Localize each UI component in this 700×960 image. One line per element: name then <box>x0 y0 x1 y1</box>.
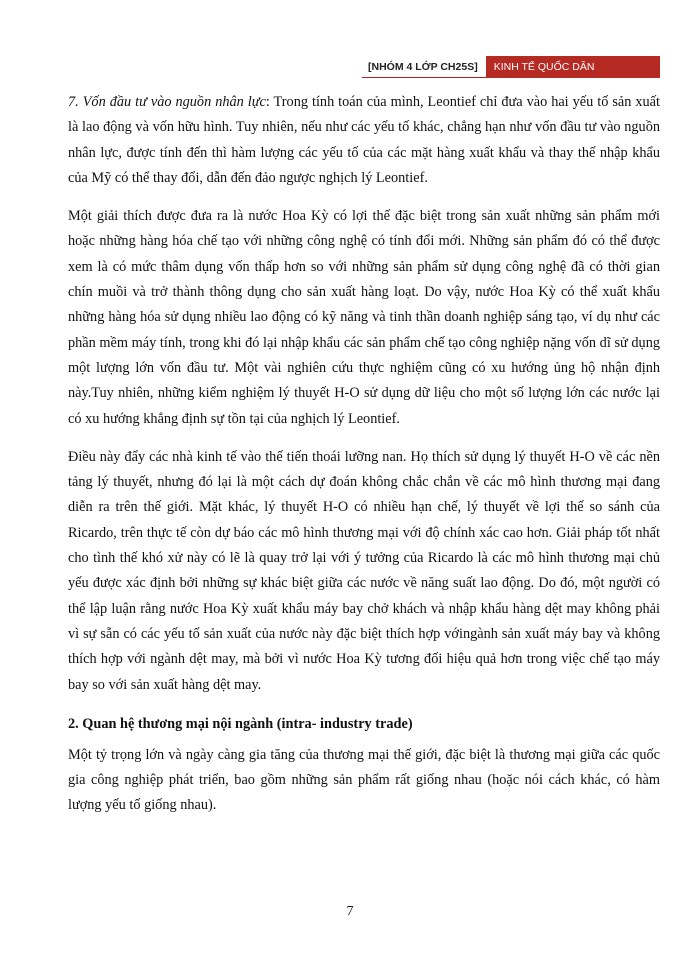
paragraph-text: : Trong tính toán của mình, Leontief chỉ đưa vào hai yếu tố sản xuất là lao động và vốn hữu hình. Tuy nhiên, nếu như các yếu tố khác, chẳng hạn như vốn đầu tư vào nguồn nhân lực, được tính đến thì hàm lượng các yếu tố của các mặt hàng xuất khẩu và thay thế nhập khẩu của Mỹ có thể thay đổi, dẫn đến đảo ngược nghịch lý Leontief. <box>68 94 660 186</box>
paragraph-dilemma: Điều này đẩy các nhà kinh tế vào thế tiến thoái lưỡng nan. Họ thích sử dụng lý thuyết H-O về các nền tảng lý thuyết, nhưng đó lại là một cách dự đoán không chắc chắn về các mô hình thương mại đang diễn ra trên thế giới. Mặt khác, lý thuyết H-O có nhiều hạn chế, lý thuyết về lợi thế so sánh của Ricardo, trên thực tế còn dự báo các mô hình thương mại với độ chính xác cao hơn. Giải pháp tốt nhất cho tình thế khó xử này có lẽ là quay trở lại với ý tưởng của Ricardo là các mô hình thương mại chủ yếu được xác định bởi những sự khác biệt giữa các nước về năng suất lao động. Do đó, một người có thể lập luận rằng nước Hoa Kỳ xuất khẩu máy bay chở khách và nhập khẩu hàng dệt may không phải vì sự sẵn có các yếu tố sản xuất của nước này đặc biệt thích hợp vớingành sản xuất máy bay và không thích hợp với ngành dệt may, mà bởi vì nước Hoa Kỳ tương đối hiệu quả hơn trong việc chế tạo máy bay so với sản xuất hàng dệt may. <box>68 448 660 693</box>
paragraph-lead-italic: 7. Vốn đầu tư vào nguồn nhân lực <box>68 94 266 110</box>
section-heading: 2. Quan hệ thương mại nội ngành (intra- industry trade) <box>68 715 413 732</box>
header-subject-label: KINH TẾ QUỐC DÂN <box>486 56 660 78</box>
document-body <box>68 90 660 832</box>
paragraph-human-capital <box>68 90 660 191</box>
paragraph-intra-industry: Một tỷ trọng lớn và ngày càng gia tăng của thương mại thế giới, đặc biệt là thương mại giữa các quốc gia công nghiệp phát triển, bao gồm những sản phẩm rất giống nhau (hoặc nói cách khác, có hàm lượng yếu tố giống nhau). <box>68 746 660 814</box>
header-group-label: [NHÓM 4 LỚP CH25S] <box>362 56 486 78</box>
paragraph-us-advantage: Một giải thích được đưa ra là nước Hoa Kỳ có lợi thế đặc biệt trong sản xuất những sản phẩm mới hoặc những hàng hóa chế tạo với những công nghệ có tính đổi mới. Những sản phẩm đó có thể được xem là có mức thâm dụng vốn thấp hơn so với những sản phẩm sử dụng công nghệ đã có thời gian chín muồi và trở thành thông dụng cho sản xuất hàng loạt. Do vậy, nước Hoa Kỳ có thể xuất khẩu những hàng hóa sử dụng nhiều lao động có kỹ năng và tinh thần doanh nghiệp sáng tạo, ví dụ như các phần mềm máy tính, trong khi đó lại nhập khẩu các sản phẩm chế tạo công nghiệp nặng vốn dĩ sử dụng một lượng lớn vốn đầu tư. Một vài nghiên cứu thực nghiệm cũng có xu hướng ủng hộ nhận định này.Tuy nhiên, những kiểm nghiệm lý thuyết H-O sử dụng dữ liệu cho một số lượng lớn các nước lại có xu hướng khẳng định sự tồn tại của nghịch lý Leontief. <box>68 208 660 427</box>
page-header <box>362 56 660 78</box>
page-number: 7 <box>346 904 354 919</box>
